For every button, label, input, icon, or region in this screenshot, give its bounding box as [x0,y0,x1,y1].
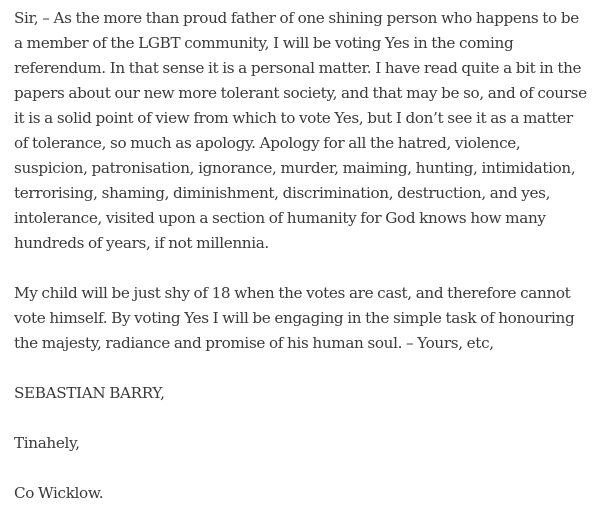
text-line: intolerance, visited upon a section of humanity for God knows how many [14,209,546,227]
text-line: vote himself. By voting Yes I will be engaging in the simple task of honouring [14,309,575,327]
text-line: terrorising, shaming, diminishment, discrimination, destruction, and yes, [14,184,551,202]
text-line: papers about our new more tolerant society, and that may be so, and of course [14,84,587,102]
signature-county: Co Wicklow. [14,484,104,502]
text-line: hundreds of years, if not millennia. [14,234,269,252]
text-line: it is a solid point of view from which to vote Yes, but I don’t see it as a matter [14,109,573,127]
text-line: Sir, – As the more than proud father of one shining person who happens to be [14,9,579,27]
text-line: My child will be just shy of 18 when the votes are cast, and therefore cannot [14,284,571,302]
paragraph-1 [14,6,596,256]
signature-name: SEBASTIAN BARRY, [14,384,165,402]
signature-town: Tinahely, [14,434,80,452]
paragraph-2 [14,281,596,356]
text-line: referendum. In that sense it is a personal matter. I have read quite a bit in the [14,59,582,77]
text-line: suspicion, patronisation, ignorance, murder, maiming, hunting, intimidation, [14,159,576,177]
text-line: of tolerance, so much as apology. Apology for all the hatred, violence, [14,134,521,152]
text-line: the majesty, radiance and promise of his human soul. – Yours, etc, [14,334,494,352]
text-line: a member of the LGBT community, I will be voting Yes in the coming [14,34,514,52]
